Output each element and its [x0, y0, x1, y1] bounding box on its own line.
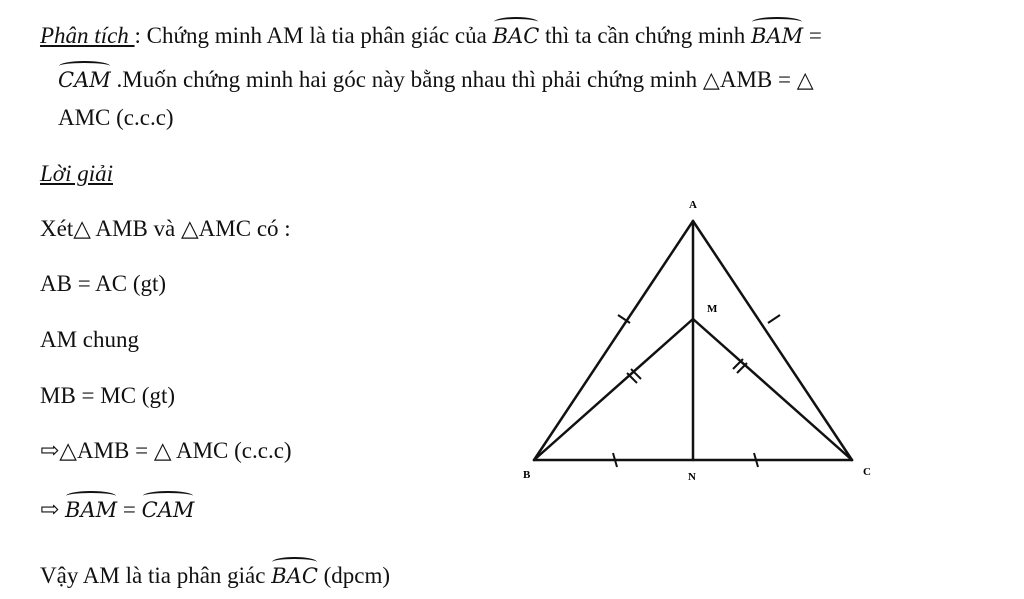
implies1-text: ⇨△AMB = △ AMC (c.c.c)	[40, 438, 292, 463]
analysis-text-1b: thì ta cần chứng minh	[539, 23, 752, 48]
label-m: M	[707, 303, 718, 315]
triangle-symbol: △	[702, 68, 720, 93]
analysis-text-1a: : Chứng minh AM là tia phân giác của	[134, 23, 493, 48]
analysis-text-1c: =	[803, 23, 822, 48]
conclusion-text-a: Vậy AM là tia phân giác	[40, 563, 272, 588]
consider-text: Xét△ AMB và △AMC có :	[40, 216, 291, 241]
ab-ac-text: AB = AC (gt)	[40, 271, 167, 296]
solution-am-common	[40, 326, 139, 354]
angle-cam-2: CAM	[142, 492, 195, 524]
analysis-heading: Phân tích	[40, 23, 135, 48]
label-n: N	[688, 471, 696, 483]
solution-conclusion	[40, 558, 390, 590]
analysis-line-3	[58, 104, 174, 132]
solution-consider	[40, 215, 291, 243]
label-a: A	[689, 199, 697, 211]
label-c: C	[863, 466, 871, 478]
triangle-symbol-2: △	[796, 68, 814, 93]
solution-mb-mc	[40, 382, 175, 410]
solution-implies-2	[40, 492, 194, 524]
conclusion-text-b: (dpcm)	[317, 563, 391, 588]
solution-heading-text: Lời giải	[40, 161, 113, 186]
angle-cam: CAM	[58, 62, 111, 94]
analysis-text-3: AMC (c.c.c)	[58, 105, 174, 130]
mb-mc-text: MB = MC (gt)	[40, 383, 176, 408]
solution-implies-1	[40, 437, 292, 465]
angle-bam-2: BAM	[65, 492, 117, 524]
analysis-text-2a: .Muốn chứng minh hai góc này bằng nhau thì phải chứng minh	[110, 67, 703, 92]
angle-bac: BAC	[493, 18, 540, 50]
equals-sign: =	[117, 497, 142, 522]
analysis-line-1	[40, 18, 822, 50]
am-common-text: AM chung	[40, 327, 140, 352]
implies2-arrow: ⇨	[40, 497, 66, 522]
tick-ac	[768, 315, 780, 323]
solution-ab-ac	[40, 270, 166, 298]
angle-bac-2: BAC	[271, 558, 318, 590]
solution-heading	[40, 160, 113, 188]
triangle-figure	[510, 190, 890, 500]
tick-marks	[613, 315, 780, 467]
angle-bam: BAM	[751, 18, 803, 50]
label-b: B	[523, 469, 531, 481]
analysis-text-2b: AMB =	[719, 67, 797, 92]
analysis-line-2	[58, 62, 814, 95]
